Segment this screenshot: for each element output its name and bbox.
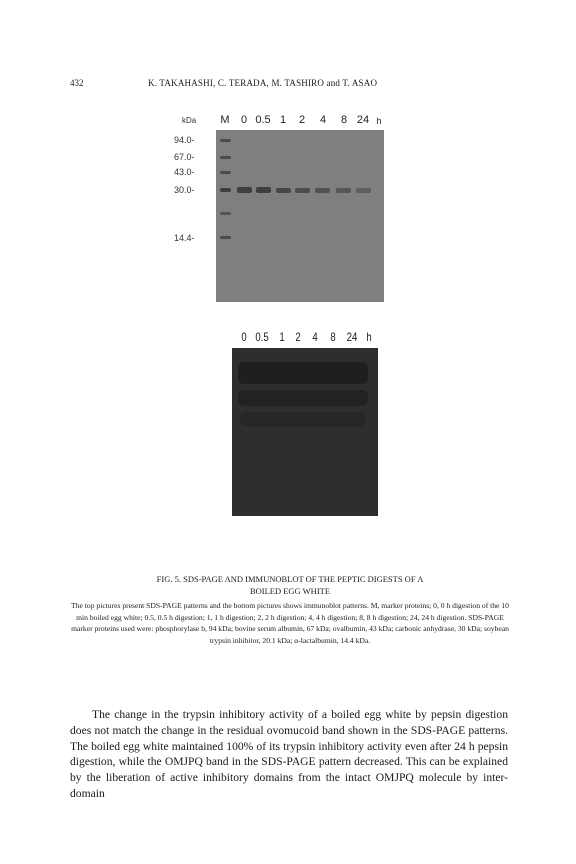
blot-lane-label: 0.5 <box>255 330 269 344</box>
marker-band <box>220 171 231 174</box>
marker-weight-label: 94.0- <box>174 135 195 145</box>
figure-caption-title <box>70 573 510 597</box>
body-paragraph: The change in the trypsin inhibitory activity of a boiled egg white by pepsin digestion does not match the change in the residual ovomucoid band shown in the SDS-PAGE patterns. The boiled egg white maintained 100% of its trypsin inhibitory activity even after 24 h pepsin digestion, while the OMJPQ band in the SDS-PAGE pattern decreased. This can be explained by the liberation of active inhibitory domains from the intact OMJPQ molecule by inter-domain <box>70 708 508 800</box>
blot-lane-label: 8 <box>330 330 336 344</box>
running-header-authors: K. TAKAHASHI, C. TERADA, M. TASHIRO and T. ASAO <box>148 78 378 88</box>
figure-caption-title-line: FIG. 5. SDS-PAGE AND IMMUNOBLOT OF THE PEPTIC DIGESTS OF A <box>156 574 424 584</box>
page-number: 432 <box>70 78 84 88</box>
marker-weight-label: 14.4- <box>174 233 195 243</box>
sample-band <box>276 188 291 193</box>
blot-band <box>238 390 368 406</box>
sds-lane-label: 24 <box>356 114 370 126</box>
marker-weight-label: 43.0- <box>174 167 195 177</box>
sds-lane-label: 0 <box>240 114 248 126</box>
sds-gel-image <box>216 130 384 302</box>
figure-caption-text: The top pictures present SDS-PAGE patterns and the bottom pictures shows immunoblot patterns. M, marker proteins; 0, 0 h digestion of the 10 min boiled egg white; 0.5, 0.5 h digestion; 1, 1 h digestion; 2, 2 h digestion; 4, 4 h digestion; 8, 8 h digestion; 24, 24 h digestion. SDS-PAGE marker proteins used were: phosphorylase b, 94 kDa; bovine serum albumin, 67 kDa; ovalbumin, 43 kDa; carbonic anhydrase, 30 kDa; soybean trypsin inhibitor, 20.1 kDa; α-lactalbumin, 14.4 kDa. <box>71 601 509 645</box>
blot-band <box>240 412 366 426</box>
marker-band <box>220 188 231 192</box>
blot-lane-label: 24 <box>346 330 358 344</box>
sds-lane-label: 4 <box>319 114 327 126</box>
blot-lane-label: 0 <box>241 330 247 344</box>
blot-lane-label: 4 <box>312 330 318 344</box>
sds-lane-label: M <box>220 114 230 126</box>
blot-band <box>238 362 368 384</box>
running-header <box>70 78 516 92</box>
sds-lane-label: h <box>376 116 382 126</box>
sds-lane-label: 1 <box>279 114 287 126</box>
marker-weight-label: 67.0- <box>174 152 195 162</box>
sds-lane-label: 8 <box>340 114 348 126</box>
marker-weight-label: 30.0- <box>174 185 195 195</box>
figure-caption-title-line: BOILED EGG WHITE <box>249 586 331 596</box>
sample-band <box>315 188 330 193</box>
blot-lane-label: 1 <box>279 330 285 344</box>
marker-band <box>220 156 231 159</box>
body-text <box>70 707 508 802</box>
marker-band <box>220 236 231 239</box>
marker-band <box>220 212 231 215</box>
marker-band <box>220 139 231 142</box>
sample-band <box>237 187 252 193</box>
blot-lane-label: h <box>366 330 372 344</box>
sample-band <box>295 188 310 193</box>
blot-lane-label: 2 <box>295 330 301 344</box>
sample-band <box>356 188 371 193</box>
sample-band <box>256 187 271 193</box>
sds-lane-label: 2 <box>298 114 306 126</box>
immunoblot-image <box>232 348 378 516</box>
kda-unit-label: kDa <box>182 116 197 125</box>
sample-band <box>336 188 351 193</box>
sds-lane-label: 0.5 <box>255 114 271 126</box>
